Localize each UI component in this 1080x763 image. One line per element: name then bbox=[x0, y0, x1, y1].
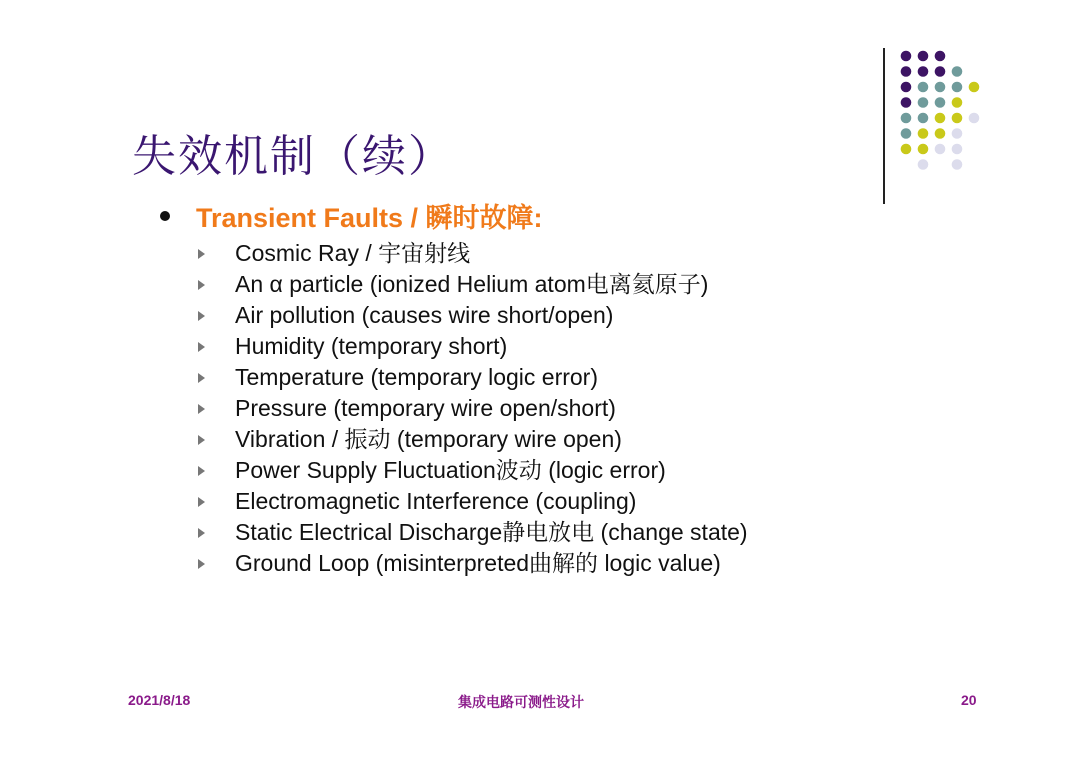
decorative-dot-grid bbox=[0, 0, 1080, 200]
decorative-dot bbox=[969, 113, 980, 124]
list-item bbox=[196, 548, 748, 579]
decorative-dot bbox=[918, 97, 929, 108]
arrow-bullet-icon bbox=[198, 373, 205, 383]
decorative-dot bbox=[935, 51, 946, 62]
decorative-dot bbox=[935, 97, 946, 108]
decorative-dot bbox=[952, 128, 963, 139]
decorative-dot bbox=[901, 113, 912, 124]
list-item-text: Vibration / 振动 (temporary wire open) bbox=[235, 426, 622, 452]
list-item-text: Temperature (temporary logic error) bbox=[235, 364, 599, 390]
list-item bbox=[196, 486, 748, 517]
arrow-bullet-icon bbox=[198, 404, 205, 414]
decorative-dot bbox=[952, 159, 963, 170]
arrow-bullet-icon bbox=[198, 559, 205, 569]
list-item bbox=[196, 269, 748, 300]
decorative-dot bbox=[952, 113, 963, 124]
list-item bbox=[196, 331, 748, 362]
list-item-text: Electromagnetic Interference (coupling) bbox=[235, 488, 637, 514]
list-item-text: An α particle (ionized Helium atom电离氦原子) bbox=[235, 271, 709, 297]
list-item-text: Humidity (temporary short) bbox=[235, 333, 508, 359]
list-item-text: Ground Loop (misinterpreted曲解的 logic value) bbox=[235, 550, 721, 576]
arrow-bullet-icon bbox=[198, 466, 205, 476]
decorative-dot bbox=[918, 144, 929, 155]
list-item bbox=[196, 424, 748, 455]
decorative-dot bbox=[901, 144, 912, 155]
list-item bbox=[196, 362, 748, 393]
decorative-dot bbox=[969, 82, 980, 93]
decorative-dot bbox=[918, 113, 929, 124]
decorative-dot bbox=[918, 128, 929, 139]
decorative-dot bbox=[901, 128, 912, 139]
decorative-dot bbox=[935, 82, 946, 93]
arrow-bullet-icon bbox=[198, 342, 205, 352]
decorative-dot bbox=[952, 97, 963, 108]
footer-date: 2021/8/18 bbox=[128, 692, 191, 708]
arrow-bullet-icon bbox=[198, 497, 205, 507]
decorative-dot bbox=[901, 66, 912, 77]
arrow-bullet-icon bbox=[198, 528, 205, 538]
arrow-bullet-icon bbox=[198, 311, 205, 321]
page-number: 20 bbox=[961, 692, 977, 708]
decorative-dot bbox=[918, 66, 929, 77]
list-item bbox=[196, 455, 748, 486]
list-item-text: Static Electrical Discharge静电放电 (change state) bbox=[235, 519, 748, 545]
slide-title: 失效机制（续） bbox=[132, 131, 454, 182]
decorative-dot bbox=[935, 113, 946, 124]
decorative-dot bbox=[901, 82, 912, 93]
list-item-text: Pressure (temporary wire open/short) bbox=[235, 395, 616, 421]
bullet-dot-icon bbox=[160, 211, 170, 221]
arrow-bullet-icon bbox=[198, 280, 205, 290]
decorative-dot bbox=[952, 66, 963, 77]
main-bullet-text: Transient Faults / 瞬时故障: bbox=[196, 203, 543, 233]
arrow-bullet-icon bbox=[198, 435, 205, 445]
decorative-dot bbox=[901, 51, 912, 62]
decorative-dot bbox=[952, 144, 963, 155]
list-item-text: Cosmic Ray / 宇宙射线 bbox=[235, 240, 471, 266]
list-item bbox=[196, 238, 748, 269]
list-item bbox=[196, 300, 748, 331]
decorative-dot bbox=[935, 66, 946, 77]
decorative-dot bbox=[952, 82, 963, 93]
footer-course-title: 集成电路可测性设计 bbox=[458, 694, 584, 710]
arrow-bullet-icon bbox=[198, 249, 205, 259]
decorative-dot bbox=[918, 159, 929, 170]
decorative-dot bbox=[918, 82, 929, 93]
decorative-dot bbox=[901, 97, 912, 108]
list-item bbox=[196, 393, 748, 424]
list-item bbox=[196, 517, 748, 548]
list-item-text: Power Supply Fluctuation波动 (logic error) bbox=[235, 457, 666, 483]
decorative-dot bbox=[935, 128, 946, 139]
decorative-dot bbox=[918, 51, 929, 62]
decorative-dot bbox=[935, 144, 946, 155]
list-item-text: Air pollution (causes wire short/open) bbox=[235, 302, 614, 328]
main-bullet bbox=[160, 196, 543, 235]
sub-bullet-list bbox=[196, 238, 748, 579]
